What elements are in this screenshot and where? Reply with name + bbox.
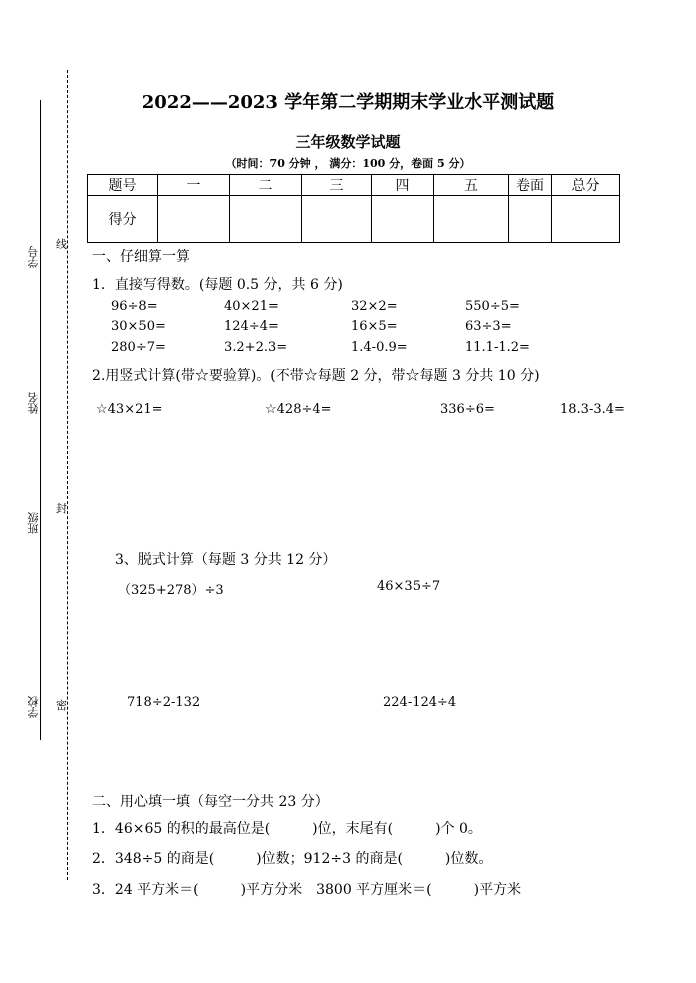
exam-info: （时间：70 分钟 ， 满分：100 分，卷面 5 分） (225, 157, 471, 170)
score-cell[interactable] (230, 196, 302, 243)
q2-title: 2.用竖式计算(带☆要验算)。(不带☆每题 2 分，带☆每题 3 分共 10 分) (92, 368, 540, 384)
q2-item: 18.3-3.4= (560, 402, 625, 417)
score-table-header-row (88, 175, 620, 196)
q1-item: 16×5= (351, 319, 398, 334)
exam-title: 2022——2023 学年第二学期期末学业水平测试题 (141, 92, 555, 113)
score-cell[interactable] (552, 196, 620, 243)
q1-item: 40×21= (224, 299, 279, 314)
school-label: 学校 (27, 696, 40, 718)
score-cell[interactable] (302, 196, 372, 243)
q1-item: 1.4-0.9= (351, 340, 408, 355)
q3-title: 3、脱式计算（每题 3 分共 12 分） (115, 552, 337, 568)
fill-question: 2．348÷5 的商是( )位数；912÷3 的商是( )位数。 (92, 851, 493, 867)
score-header-cell: 五 (434, 175, 509, 196)
score-header-cell: 一 (158, 175, 230, 196)
q3-item: 224-124÷4 (383, 695, 457, 710)
section2-heading: 二、用心填一填（每空一分共 23 分） (92, 794, 329, 810)
q1-item: 3.2+2.3= (224, 340, 288, 355)
q1-item: 32×2= (351, 299, 398, 314)
seal-char-line: 线 (56, 238, 67, 251)
q2-item: 336÷6= (440, 402, 495, 417)
q1-item: 96÷8= (111, 299, 158, 314)
score-cell[interactable] (372, 196, 434, 243)
score-table-score-row (88, 196, 620, 243)
seal-char-secret: 密 (56, 699, 67, 712)
binding-solid-line (40, 100, 41, 740)
section1-heading: 一、仔细算一算 (92, 249, 190, 265)
fill-question: 3．24 平方米＝( )平方分米 3800 平方厘米＝( )平方米 (92, 882, 522, 898)
score-header-cell: 三 (302, 175, 372, 196)
score-header-cell: 四 (372, 175, 434, 196)
score-cell[interactable] (434, 196, 509, 243)
q2-item: ☆43×21= (96, 402, 163, 417)
score-header-cell: 卷面 (509, 175, 552, 196)
exam-subtitle: 三年级数学试题 (295, 133, 401, 151)
score-header-cell: 题号 (88, 175, 158, 196)
q1-item: 63÷3= (465, 319, 512, 334)
class-label: 班级 (27, 512, 40, 534)
q3-item: 718÷2-132 (127, 695, 201, 710)
q3-item: （325+278）÷3 (118, 583, 224, 598)
fill-question: 1．46×65 的积的最高位是( )位，末尾有( )个 0。 (92, 821, 482, 837)
score-header-cell: 二 (230, 175, 302, 196)
student-id-label: 学号 (27, 246, 40, 268)
score-cell[interactable] (509, 196, 552, 243)
seal-char-seal: 封 (56, 502, 67, 515)
q1-item: 124÷4= (224, 319, 279, 334)
binding-dashed-line (67, 70, 68, 880)
q1-title: 1．直接写得数。(每题 0.5 分，共 6 分) (92, 277, 343, 293)
score-row-label: 得分 (88, 196, 158, 243)
q1-item: 550÷5= (465, 299, 520, 314)
q1-item: 30×50= (111, 319, 166, 334)
score-header-cell: 总分 (552, 175, 620, 196)
q1-item: 280÷7= (111, 340, 166, 355)
q3-item: 46×35÷7 (377, 579, 441, 594)
name-label: 姓名 (27, 392, 40, 414)
score-table (87, 174, 620, 243)
q2-item: ☆428÷4= (265, 402, 332, 417)
score-cell[interactable] (158, 196, 230, 243)
q1-item: 11.1-1.2= (465, 340, 530, 355)
